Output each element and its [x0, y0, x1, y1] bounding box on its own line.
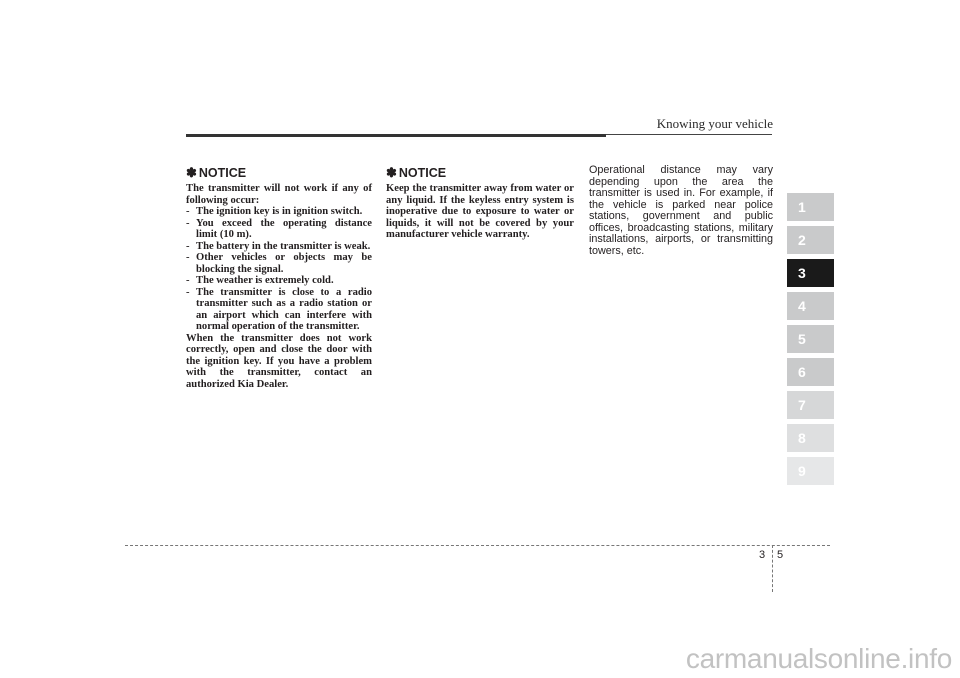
chapter-tab-8[interactable]: 8 — [787, 424, 834, 452]
chapter-tab-5[interactable]: 5 — [787, 325, 834, 353]
notice-star-icon: ✽ — [386, 165, 397, 180]
list-item: - The transmitter is close to a radio transmitter such as a radio station or an airport which can interfere with normal operation of the transmitter. — [186, 286, 372, 332]
chapter-tab-1[interactable]: 1 — [787, 193, 834, 221]
list-item: - The battery in the transmitter is weak. — [186, 240, 371, 252]
notice-body: Keep the transmitter away from water or any liquid. If the keyless entry system is inoperative due to exposure to water or liquids, it will not be covered by your manufacturer vehicle warranty. — [386, 183, 574, 240]
header-title: Knowing your vehicle — [656, 116, 773, 131]
chapter-tab-4[interactable]: 4 — [787, 292, 834, 320]
list-item: - The weather is extremely cold. — [186, 275, 334, 286]
list-item: - You exceed the operating distance limit (10 m). — [186, 217, 372, 240]
page-number: 5 — [777, 549, 784, 561]
list-item: - Other vehicles or objects may be blocking the signal. — [186, 252, 372, 275]
chapter-tab-6[interactable]: 6 — [787, 358, 834, 386]
chapter-tab-2[interactable]: 2 — [787, 226, 834, 254]
footer-vertical-divider — [772, 545, 773, 592]
notice-label: NOTICE — [198, 166, 247, 180]
notice-star-icon: ✽ — [186, 165, 197, 180]
watermark: carmanualsonline.info — [685, 643, 952, 674]
text-column-3 — [589, 165, 773, 257]
footer-divider — [125, 545, 830, 546]
notice-intro: The transmitter will not work if any of following occur: — [186, 183, 372, 206]
operational-distance-text: Operational distance may vary depending upon the area the transmitter is used in. For example, if the vehicle is parked near police stations, government and public offices, broadcasting stations, military installations, airports, or transmitting towers, etc. — [589, 164, 773, 257]
list-item: - The ignition key is in ignition switch. — [186, 206, 363, 217]
header-rule-thick — [186, 134, 606, 137]
notice-heading — [386, 165, 574, 181]
notice-closing: When the transmitter does not work correctly, open and close the door with the ignition key. If you have a problem with the transmitter, contact an authorized Kia Dealer. — [186, 332, 372, 390]
chapter-tab-9[interactable]: 9 — [787, 457, 834, 485]
chapter-tabs — [787, 193, 834, 490]
chapter-tab-3[interactable]: 3 — [787, 259, 834, 287]
notice-heading — [186, 165, 372, 181]
notice-column-2 — [386, 165, 574, 241]
notice-column-1 — [186, 165, 372, 390]
page-chapter-number: 3 — [759, 549, 766, 561]
chapter-tab-7[interactable]: 7 — [787, 391, 834, 419]
notice-label: NOTICE — [398, 166, 447, 180]
